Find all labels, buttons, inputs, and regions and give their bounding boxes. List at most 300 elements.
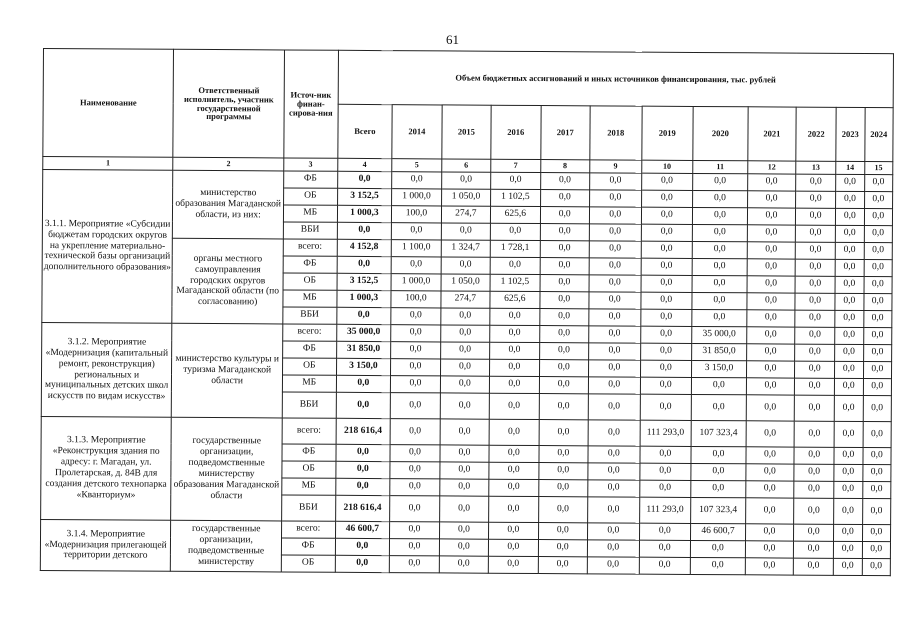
year-value: 0,0 <box>538 463 588 480</box>
year-value: 0,0 <box>692 224 747 241</box>
year-value: 0,0 <box>489 393 539 419</box>
year-value: 111 293,0 <box>639 497 691 523</box>
total-value: 0,0 <box>336 392 391 418</box>
year-value: 0,0 <box>489 376 539 393</box>
year-value: 0,0 <box>639 480 691 497</box>
year-value: 0,0 <box>834 464 862 481</box>
total-value: 0,0 <box>337 222 392 239</box>
year-value: 1 102,5 <box>491 189 541 206</box>
year-value: 0,0 <box>747 310 795 327</box>
year-value: 0,0 <box>835 378 863 395</box>
year-value: 0,0 <box>794 447 834 464</box>
year-value: 0,0 <box>640 394 692 420</box>
year-value: 0,0 <box>864 175 893 192</box>
table-body <box>40 170 892 576</box>
year-value: 0,0 <box>745 541 793 558</box>
responsible-executor: министерство культуры и туризма Магаданской области <box>172 323 283 418</box>
year-value: 0,0 <box>440 462 490 479</box>
year-value: 0,0 <box>440 393 490 419</box>
year-value: 0,0 <box>589 224 641 241</box>
year-value: 0,0 <box>540 258 590 275</box>
year-value: 0,0 <box>391 359 441 376</box>
funding-source: всего: <box>282 418 336 444</box>
year-value: 0,0 <box>391 376 441 393</box>
year-value: 0,0 <box>794 481 834 498</box>
year-value: 0,0 <box>834 524 862 541</box>
year-value: 0,0 <box>795 242 835 259</box>
year-value: 0,0 <box>835 361 863 378</box>
year-value: 0,0 <box>588 446 640 463</box>
year-value: 0,0 <box>746 344 794 361</box>
total-value: 0,0 <box>335 478 390 495</box>
total-value: 0,0 <box>335 538 390 555</box>
table-row <box>41 416 891 447</box>
column-number: 6 <box>441 159 491 172</box>
year-value: 0,0 <box>747 208 795 225</box>
total-value: 218 616,4 <box>336 418 391 444</box>
funding-source: ФБ <box>283 341 337 358</box>
year-value: 0,0 <box>834 395 863 421</box>
activity-name: 3.1.3. Мероприятие «Реконструкция здания по адресу: г. Магадан, ул. Пролетарская, д. 84В для создания детского технопарка «Кванториум» <box>41 416 172 520</box>
year-value: 0,0 <box>539 309 589 326</box>
year-value: 0,0 <box>747 293 795 310</box>
year-value: 0,0 <box>588 463 640 480</box>
year-value: 0,0 <box>693 173 748 190</box>
year-value: 0,0 <box>489 419 539 445</box>
total-value: 0,0 <box>336 375 391 392</box>
year-value: 0,0 <box>747 259 795 276</box>
header-year: 2018 <box>590 106 642 160</box>
year-value: 0,0 <box>745 498 794 524</box>
year-value: 0,0 <box>489 462 539 479</box>
year-value: 0,0 <box>864 226 893 243</box>
year-value: 0,0 <box>539 394 589 420</box>
year-value: 0,0 <box>490 257 540 274</box>
year-value: 0,0 <box>539 343 589 360</box>
year-value: 0,0 <box>747 191 795 208</box>
responsible-executor: государственные организации, подведомственные министерству <box>171 520 282 572</box>
year-value: 0,0 <box>538 497 588 523</box>
year-value: 100,0 <box>392 206 442 223</box>
funding-source: ФБ <box>283 256 337 273</box>
year-value: 0,0 <box>588 420 640 446</box>
year-value: 0,0 <box>391 342 441 359</box>
year-value: 0,0 <box>588 497 640 523</box>
year-value: 0,0 <box>439 522 489 539</box>
header-source: Источ-ник финан-сирова-ния <box>284 50 338 158</box>
year-value: 0,0 <box>795 310 835 327</box>
year-value: 0,0 <box>589 326 641 343</box>
total-value: 0,0 <box>336 307 391 324</box>
year-value: 0,0 <box>833 558 861 575</box>
column-number: 4 <box>337 158 392 171</box>
year-value: 0,0 <box>539 420 589 446</box>
year-value: 0,0 <box>795 378 835 395</box>
year-value: 0,0 <box>641 224 693 241</box>
budget-table <box>40 48 894 576</box>
year-value: 0,0 <box>864 209 893 226</box>
year-value: 107 323,4 <box>691 420 746 446</box>
year-value: 0,0 <box>692 275 747 292</box>
total-value: 0,0 <box>337 171 392 188</box>
year-value: 0,0 <box>692 241 747 258</box>
column-number: 5 <box>392 159 442 172</box>
year-value: 0,0 <box>690 540 745 557</box>
year-value: 0,0 <box>835 327 863 344</box>
year-value: 0,0 <box>641 190 693 207</box>
year-value: 0,0 <box>488 539 538 556</box>
column-number: 14 <box>836 161 864 174</box>
page-number: 61 <box>446 32 459 47</box>
total-value: 0,0 <box>335 461 390 478</box>
year-value: 0,0 <box>640 360 692 377</box>
column-number: 2 <box>173 157 284 171</box>
year-value: 0,0 <box>834 481 862 498</box>
year-value: 0,0 <box>794 524 834 541</box>
year-value: 0,0 <box>538 523 588 540</box>
year-value: 274,7 <box>441 291 491 308</box>
year-value: 0,0 <box>490 342 540 359</box>
year-value: 0,0 <box>589 292 641 309</box>
year-value: 0,0 <box>540 224 590 241</box>
total-value: 0,0 <box>335 555 390 572</box>
year-value: 0,0 <box>390 393 440 419</box>
activity-name: 3.1.2. Мероприятие «Модернизация (капитальный ремонт, реконструкция) региональных и муниципальных детских школ искусств по видам искусств» <box>41 322 172 417</box>
year-value: 0,0 <box>589 207 641 224</box>
year-value: 0,0 <box>539 446 589 463</box>
year-value: 0,0 <box>795 259 835 276</box>
column-number: 13 <box>796 161 836 174</box>
year-value: 1 000,0 <box>391 274 441 291</box>
year-value: 0,0 <box>641 258 693 275</box>
total-value: 31 850,0 <box>336 341 391 358</box>
year-value: 0,0 <box>746 421 795 447</box>
funding-source: ВБИ <box>282 392 336 418</box>
funding-source: ВБИ <box>283 307 337 324</box>
year-value: 0,0 <box>390 556 440 573</box>
funding-source: МБ <box>282 478 336 495</box>
column-number: 10 <box>641 160 693 173</box>
year-value: 0,0 <box>835 276 863 293</box>
year-value: 0,0 <box>588 394 640 420</box>
year-value: 0,0 <box>796 191 836 208</box>
year-value: 0,0 <box>540 241 590 258</box>
total-value: 35 000,0 <box>336 324 391 341</box>
column-number: 9 <box>590 160 642 173</box>
year-value: 0,0 <box>693 190 748 207</box>
year-value: 0,0 <box>746 395 795 421</box>
total-value: 1 000,3 <box>337 205 392 222</box>
responsible-executor: государственные организации, подведомственные министерству образования Магаданской области <box>171 417 282 521</box>
year-value: 0,0 <box>747 276 795 293</box>
year-value: 0,0 <box>862 465 891 482</box>
year-value: 0,0 <box>864 277 893 294</box>
year-value: 0,0 <box>489 522 539 539</box>
year-value: 0,0 <box>746 378 794 395</box>
funding-source: всего: <box>283 324 337 341</box>
year-value: 1 102,5 <box>490 274 540 291</box>
year-value: 0,0 <box>835 259 863 276</box>
year-value: 0,0 <box>692 258 747 275</box>
year-value: 0,0 <box>440 359 490 376</box>
year-value: 0,0 <box>540 207 590 224</box>
year-value: 0,0 <box>796 208 836 225</box>
year-value: 0,0 <box>488 556 538 573</box>
header-year: 2024 <box>864 108 893 162</box>
year-value: 0,0 <box>863 294 892 311</box>
year-value: 0,0 <box>795 361 835 378</box>
year-value: 0,0 <box>589 241 641 258</box>
year-value: 0,0 <box>588 377 640 394</box>
year-value: 0,0 <box>490 308 540 325</box>
responsible-executor: органы местного самоуправления городских округов Магаданской области (по согласованию) <box>172 238 283 324</box>
year-value: 0,0 <box>640 326 692 343</box>
header-total: Всего <box>337 104 392 158</box>
year-value: 0,0 <box>745 524 793 541</box>
year-value: 0,0 <box>640 292 692 309</box>
total-value: 46 600,7 <box>335 521 390 538</box>
year-value: 0,0 <box>836 208 864 225</box>
year-value: 0,0 <box>834 421 863 447</box>
year-value: 0,0 <box>862 448 891 465</box>
responsible-executor: министерство образования Магаданской области, из них: <box>173 170 284 239</box>
year-value: 0,0 <box>587 557 639 574</box>
year-value: 0,0 <box>836 191 864 208</box>
year-value: 0,0 <box>690 557 745 574</box>
year-value: 0,0 <box>862 482 891 499</box>
year-value: 0,0 <box>589 343 641 360</box>
year-value: 0,0 <box>835 242 863 259</box>
year-value: 0,0 <box>835 293 863 310</box>
year-value: 0,0 <box>390 539 440 556</box>
year-value: 1 000,0 <box>392 189 442 206</box>
year-value: 0,0 <box>692 207 747 224</box>
year-value: 625,6 <box>490 291 540 308</box>
year-value: 0,0 <box>863 328 892 345</box>
year-value: 0,0 <box>795 225 835 242</box>
year-value: 0,0 <box>834 498 863 524</box>
year-value: 0,0 <box>793 558 833 575</box>
funding-source: ОБ <box>283 273 337 290</box>
year-value: 0,0 <box>490 325 540 342</box>
year-value: 0,0 <box>835 310 863 327</box>
year-value: 0,0 <box>441 257 491 274</box>
year-value: 0,0 <box>834 541 862 558</box>
year-value: 0,0 <box>692 292 747 309</box>
year-value: 0,0 <box>864 243 893 260</box>
year-value: 0,0 <box>441 223 491 240</box>
year-value: 0,0 <box>746 327 794 344</box>
year-value: 625,6 <box>491 206 541 223</box>
header-year: 2020 <box>693 106 748 160</box>
funding-source: ВБИ <box>282 495 336 521</box>
year-value: 0,0 <box>392 172 442 189</box>
funding-source: МБ <box>283 290 337 307</box>
year-value: 0,0 <box>639 523 691 540</box>
year-value: 0,0 <box>640 309 692 326</box>
year-value: 0,0 <box>692 309 747 326</box>
year-value: 0,0 <box>588 480 640 497</box>
year-value: 0,0 <box>746 481 794 498</box>
year-value: 0,0 <box>836 174 864 191</box>
year-value: 0,0 <box>795 276 835 293</box>
year-value: 0,0 <box>835 225 863 242</box>
funding-source: ВБИ <box>283 222 337 239</box>
year-value: 0,0 <box>441 172 491 189</box>
year-value: 100,0 <box>391 291 441 308</box>
year-value: 0,0 <box>539 360 589 377</box>
funding-source: ОБ <box>282 358 336 375</box>
year-value: 0,0 <box>864 192 893 209</box>
total-value: 0,0 <box>337 256 392 273</box>
year-value: 0,0 <box>862 542 891 559</box>
year-value: 46 600,7 <box>691 523 746 540</box>
total-value: 1 000,3 <box>336 290 391 307</box>
year-value: 274,7 <box>441 206 491 223</box>
year-value: 0,0 <box>539 377 589 394</box>
activity-name: 3.1.4. Мероприятие «Модернизация прилегающей территории детского <box>40 519 171 571</box>
funding-source: ФБ <box>281 538 335 555</box>
total-value: 3 152,5 <box>337 273 392 290</box>
year-value: 0,0 <box>390 445 440 462</box>
year-value: 111 293,0 <box>640 420 692 446</box>
year-value: 0,0 <box>491 172 541 189</box>
year-value: 0,0 <box>863 345 892 362</box>
year-value: 0,0 <box>489 479 539 496</box>
column-number: 8 <box>540 160 590 173</box>
year-value: 0,0 <box>639 463 691 480</box>
year-value: 0,0 <box>746 464 794 481</box>
year-value: 0,0 <box>590 173 642 190</box>
year-value: 1 728,1 <box>490 240 540 257</box>
header-year: 2022 <box>796 107 836 161</box>
year-value: 0,0 <box>863 379 892 396</box>
year-value: 0,0 <box>490 223 540 240</box>
year-value: 0,0 <box>691 377 746 394</box>
column-number: 11 <box>693 160 748 173</box>
year-value: 0,0 <box>391 325 441 342</box>
year-value: 0,0 <box>440 342 490 359</box>
year-value: 0,0 <box>795 293 835 310</box>
year-value: 0,0 <box>538 480 588 497</box>
column-number: 12 <box>747 161 795 174</box>
year-value: 0,0 <box>390 462 440 479</box>
header-volume: Объем бюджетных ассигнований и иных источников финансирования, тыс. рублей <box>338 50 894 107</box>
year-value: 0,0 <box>489 445 539 462</box>
year-value: 0,0 <box>746 361 794 378</box>
year-value: 1 100,0 <box>391 240 441 257</box>
year-value: 0,0 <box>639 540 691 557</box>
year-value: 0,0 <box>641 241 693 258</box>
activity-name: 3.1.1. Мероприятие «Субсидии бюджетам городских округов на укрепление материально-технической базы организаций дополнительного образования» <box>42 170 173 324</box>
header-name: Наименование <box>43 49 174 158</box>
year-value: 0,0 <box>641 207 693 224</box>
year-value: 0,0 <box>691 463 746 480</box>
year-value: 0,0 <box>390 496 440 522</box>
year-value: 1 324,7 <box>441 240 491 257</box>
header-year: 2019 <box>641 106 693 160</box>
year-value: 0,0 <box>639 557 691 574</box>
year-value: 0,0 <box>796 174 836 191</box>
column-number: 15 <box>864 162 893 175</box>
total-value: 0,0 <box>336 444 391 461</box>
funding-source: ОБ <box>283 188 337 205</box>
year-value: 3 150,0 <box>692 360 747 377</box>
funding-source: всего: <box>281 521 335 538</box>
year-value: 0,0 <box>747 242 795 259</box>
year-value: 0,0 <box>862 525 891 542</box>
year-value: 0,0 <box>639 446 691 463</box>
year-value: 0,0 <box>589 309 641 326</box>
header-responsible: Ответственный исполнитель, участник государственной программы <box>173 49 284 158</box>
funding-source: МБ <box>282 375 336 392</box>
funding-source: всего: <box>283 239 337 256</box>
year-value: 0,0 <box>439 496 489 522</box>
year-value: 0,0 <box>794 541 834 558</box>
year-value: 0,0 <box>440 325 490 342</box>
year-value: 0,0 <box>587 540 639 557</box>
year-value: 0,0 <box>795 344 835 361</box>
year-value: 0,0 <box>640 377 692 394</box>
year-value: 0,0 <box>538 557 588 574</box>
total-value: 3 150,0 <box>336 358 391 375</box>
funding-source: ФБ <box>282 444 336 461</box>
year-value: 0,0 <box>862 559 891 576</box>
year-value: 0,0 <box>863 362 892 379</box>
header-year: 2015 <box>441 105 491 159</box>
year-value: 0,0 <box>440 419 490 445</box>
year-value: 0,0 <box>864 260 893 277</box>
header-year: 2017 <box>540 106 590 160</box>
year-value: 0,0 <box>390 479 440 496</box>
year-value: 0,0 <box>490 359 540 376</box>
year-value: 35 000,0 <box>692 326 747 343</box>
funding-source: МБ <box>283 205 337 222</box>
header-year: 2021 <box>748 107 797 161</box>
funding-source: ОБ <box>282 461 336 478</box>
year-value: 0,0 <box>439 479 489 496</box>
column-number: 7 <box>491 159 541 172</box>
year-value: 0,0 <box>834 447 862 464</box>
year-value: 1 050,0 <box>441 274 491 291</box>
year-value: 0,0 <box>862 499 891 525</box>
year-value: 0,0 <box>540 190 590 207</box>
year-value: 0,0 <box>392 223 442 240</box>
year-value: 31 850,0 <box>692 343 747 360</box>
year-value: 0,0 <box>747 174 795 191</box>
column-number: 3 <box>284 158 338 171</box>
year-value: 0,0 <box>590 190 642 207</box>
year-value: 0,0 <box>589 275 641 292</box>
year-value: 0,0 <box>691 446 746 463</box>
year-value: 0,0 <box>589 258 641 275</box>
year-value: 0,0 <box>745 558 793 575</box>
year-value: 0,0 <box>539 326 589 343</box>
year-value: 0,0 <box>390 522 440 539</box>
year-value: 0,0 <box>538 540 588 557</box>
year-value: 0,0 <box>440 445 490 462</box>
year-value: 107 323,4 <box>691 497 746 523</box>
year-value: 0,0 <box>835 344 863 361</box>
year-value: 0,0 <box>440 308 490 325</box>
total-value: 3 152,5 <box>337 188 392 205</box>
year-value: 1 050,0 <box>441 189 491 206</box>
total-value: 218 616,4 <box>335 495 390 521</box>
year-value: 0,0 <box>794 464 834 481</box>
year-value: 0,0 <box>440 376 490 393</box>
year-value: 0,0 <box>641 173 693 190</box>
header-year: 2014 <box>392 105 442 159</box>
